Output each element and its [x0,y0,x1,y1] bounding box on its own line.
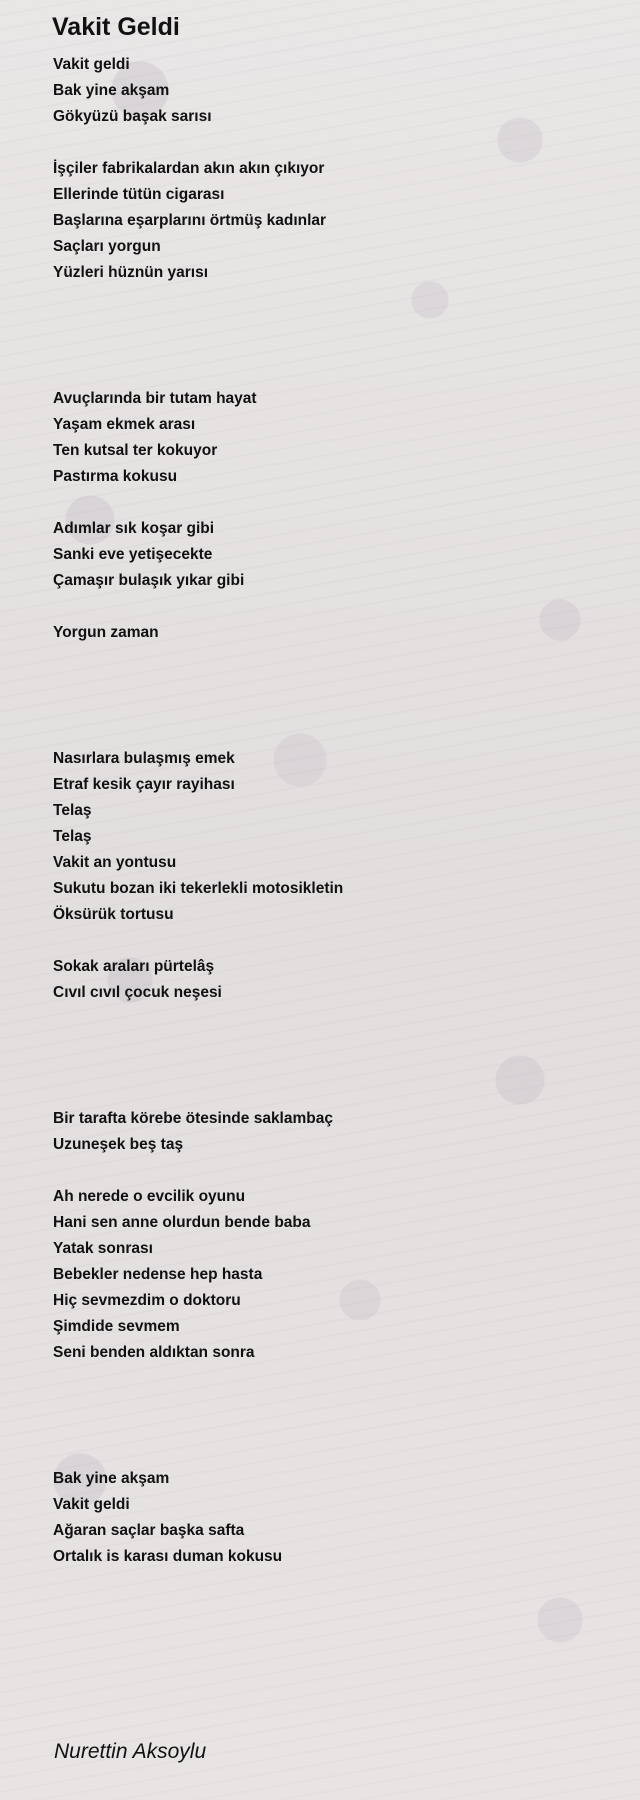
poem-line: Adımlar sık koşar gibi [53,520,215,537]
poem-line: Bir tarafta körebe ötesinde saklambaç [53,1110,333,1127]
stanza-5 [53,620,613,646]
stanza-gap [53,1158,613,1184]
poem-line: İşçiler fabrikalardan akın akın çıkıyor [53,160,325,177]
poem-line: Ten kutsal ter kokuyor [53,442,218,459]
poem-line: Nasırlara bulaşmış emek [53,750,235,767]
poem-line: Vakit geldi [53,56,130,73]
stanza-gap [53,130,613,156]
stanza-4 [53,516,613,594]
poem-line: Ortalık is karası duman kokusu [53,1548,283,1565]
stanza-gap [53,928,613,954]
section-gap [53,286,613,386]
poem-line: Hiç sevmezdim o doktoru [53,1292,241,1309]
poem-line: Saçları yorgun [53,238,161,255]
stanza-6 [53,746,613,928]
poem-line: Ağaran saçlar başka safta [53,1522,245,1539]
poem-line: Yüzleri hüznün yarısı [53,264,209,281]
poem-line: Çamaşır bulaşık yıkar gibi [53,572,245,589]
poem-line: Etraf kesik çayır rayihası [53,776,235,793]
poem-line: Uzuneşek beş taş [53,1136,184,1153]
stanza-1 [53,52,613,130]
poem-line: Yaşam ekmek arası [53,416,196,433]
poem-body [53,52,613,1570]
poem-line: Bak yine akşam [53,1470,170,1487]
poem-line: Telaş [53,828,92,845]
section-gap [53,1006,613,1106]
poem-line: Seni benden aldıktan sonra [53,1344,255,1361]
poem-line: Sokak araları pürtelâş [53,958,215,975]
poem-line: Yatak sonrası [53,1240,153,1257]
stanza-gap [53,594,613,620]
poem-line: Yorgun zaman [53,624,159,641]
poem-line: Şimdide sevmem [53,1318,180,1335]
poem-line: Bak yine akşam [53,82,170,99]
poem-line: Ah nerede o evcilik oyunu [53,1188,246,1205]
poem-line: Gökyüzü başak sarısı [53,108,212,125]
poem-line: Sukutu bozan iki tekerlekli motosikletin [53,880,344,897]
author-name: Nurettin Aksoylu [54,1740,207,1763]
stanza-3 [53,386,613,490]
poem-line: Öksürük tortusu [53,906,174,923]
section-gap [53,646,613,746]
poem-line: Vakit geldi [53,1496,130,1513]
poem-line: Avuçlarında bir tutam hayat [53,390,257,407]
stanza-8 [53,1106,613,1158]
poem-line: Ellerinde tütün cigarası [53,186,225,203]
poem-title: Vakit Geldi [52,13,180,41]
poem-line: Bebekler nedense hep hasta [53,1266,263,1283]
poem-line: Hani sen anne olurdun bende baba [53,1214,311,1231]
stanza-9 [53,1184,613,1366]
poem-line: Telaş [53,802,92,819]
poem-line: Vakit an yontusu [53,854,177,871]
stanza-gap [53,490,613,516]
section-gap [53,1366,613,1466]
stanza-2 [53,156,613,286]
poem-line: Pastırma kokusu [53,468,178,485]
poem-line: Başlarına eşarplarını örtmüş kadınlar [53,212,327,229]
stanza-10 [53,1466,613,1570]
stanza-7 [53,954,613,1006]
poem-line: Sanki eve yetişecekte [53,546,213,563]
poem-line: Cıvıl cıvıl çocuk neşesi [53,984,222,1001]
